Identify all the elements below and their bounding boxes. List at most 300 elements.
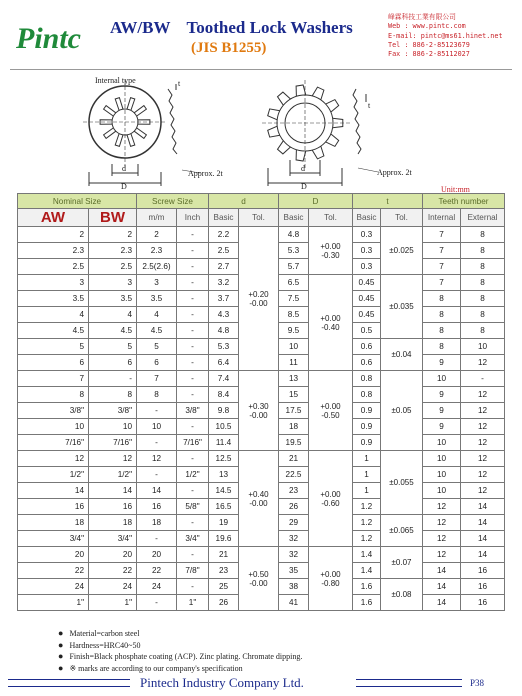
cell-D-basic: 21 — [279, 451, 309, 467]
cell-t-basic: 0.9 — [353, 435, 381, 451]
cell-D-basic: 11 — [279, 355, 309, 371]
cell-D-tol-upper: +0.00 — [320, 489, 341, 499]
cell-bw: 1" — [89, 595, 137, 611]
cell-screw-mm: 6 — [137, 355, 177, 371]
cell-aw: 18 — [18, 515, 89, 531]
cell-d-basic: 19 — [209, 515, 239, 531]
ext-approx-label: Approx. 2t — [377, 168, 412, 177]
cell-teeth-external: 14 — [461, 531, 505, 547]
cell-t-basic: 1.6 — [353, 579, 381, 595]
cell-screw-inch: - — [177, 323, 209, 339]
cell-d-tol — [239, 371, 279, 451]
subheader-mm: m/m — [137, 209, 177, 227]
cell-teeth-external: 12 — [461, 483, 505, 499]
cell-aw: 16 — [18, 499, 89, 515]
cell-D-basic: 26 — [279, 499, 309, 515]
cell-teeth-internal: 7 — [423, 227, 461, 243]
notes-list — [58, 628, 302, 674]
cell-screw-inch: - — [177, 355, 209, 371]
cell-d-tol-upper: +0.40 — [248, 489, 269, 499]
cell-t-tol-upper: ±0.035 — [389, 302, 414, 311]
subheader-D-tol: Tol. — [309, 209, 353, 227]
cell-aw: 1" — [18, 595, 89, 611]
cell-teeth-internal: 8 — [423, 323, 461, 339]
cell-t-basic: 1.4 — [353, 563, 381, 579]
product-name: Toothed Lock Washers — [186, 18, 353, 37]
cell-D-tol-upper: +0.00 — [320, 569, 341, 579]
cell-t-basic: 1.2 — [353, 531, 381, 547]
internal-type-label: Internal type — [95, 76, 136, 85]
cell-teeth-external: 8 — [461, 227, 505, 243]
cell-aw: 3 — [18, 275, 89, 291]
cell-teeth-internal: 7 — [423, 259, 461, 275]
cell-D-basic: 35 — [279, 563, 309, 579]
cell-t-basic: 0.45 — [353, 275, 381, 291]
cell-screw-inch: - — [177, 291, 209, 307]
subheader-d-basic: Basic — [209, 209, 239, 227]
cell-t-basic: 0.9 — [353, 403, 381, 419]
cell-bw: 2.5 — [89, 259, 137, 275]
cell-t-tol — [381, 451, 423, 515]
cell-t-basic: 0.5 — [353, 323, 381, 339]
cell-aw: 22 — [18, 563, 89, 579]
cell-teeth-internal: 7 — [423, 275, 461, 291]
cell-teeth-internal: 12 — [423, 531, 461, 547]
t-dimension-label: t — [178, 79, 181, 88]
subheader-aw: AW — [18, 209, 89, 227]
page-title — [110, 18, 369, 38]
ext-t-dimension-label: t — [368, 101, 371, 110]
cell-screw-inch: - — [177, 547, 209, 563]
cell-bw: 3/4" — [89, 531, 137, 547]
cell-screw-inch: 1" — [177, 595, 209, 611]
footer — [8, 675, 516, 691]
note-finish: ● Finish=Black phosphate coating (ACP). Zinc plating. Chromate dipping. — [58, 651, 302, 663]
cell-d-basic: 6.4 — [209, 355, 239, 371]
cell-D-basic: 32 — [279, 531, 309, 547]
cell-teeth-internal: 12 — [423, 499, 461, 515]
spec-table — [17, 193, 505, 611]
cell-t-basic: 0.6 — [353, 339, 381, 355]
cell-screw-mm: 18 — [137, 515, 177, 531]
note-hardness: ● Hardness=HRC40~50 — [58, 640, 302, 652]
standard-label: (JIS B1255) — [191, 40, 267, 56]
cell-teeth-external: 14 — [461, 499, 505, 515]
cell-bw: 20 — [89, 547, 137, 563]
telephone: Tel : 886-2-85123679 — [388, 40, 470, 49]
cell-d-basic: 19.6 — [209, 531, 239, 547]
cell-teeth-internal: 9 — [423, 387, 461, 403]
cell-bw: - — [89, 371, 137, 387]
cell-d-basic: 2.7 — [209, 259, 239, 275]
cell-screw-mm: - — [137, 467, 177, 483]
cell-aw: 1/2" — [18, 467, 89, 483]
note-material: ● Material=carbon steel — [58, 628, 302, 640]
cell-bw: 6 — [89, 355, 137, 371]
company-chinese-name: 峰霖科技工業有限公司 — [388, 13, 456, 21]
subheader-inch: Inch — [177, 209, 209, 227]
cell-d-tol-lower: -0.00 — [249, 498, 268, 508]
cell-screw-inch: - — [177, 371, 209, 387]
cell-screw-mm: 5 — [137, 339, 177, 355]
header-t: t — [353, 194, 423, 209]
cell-teeth-external: 16 — [461, 579, 505, 595]
cell-D-basic: 23 — [279, 483, 309, 499]
cell-teeth-external: 12 — [461, 403, 505, 419]
cell-screw-inch: - — [177, 451, 209, 467]
cell-D-basic: 18 — [279, 419, 309, 435]
cell-teeth-external: 8 — [461, 291, 505, 307]
cell-teeth-internal: 10 — [423, 467, 461, 483]
internal-type-drawing — [83, 76, 200, 186]
header-divider — [10, 69, 512, 70]
cell-D-tol — [309, 275, 353, 371]
cell-screw-inch: - — [177, 515, 209, 531]
cell-t-basic: 0.45 — [353, 291, 381, 307]
cell-teeth-external: 8 — [461, 275, 505, 291]
table-row — [18, 451, 505, 467]
cell-t-basic: 0.45 — [353, 307, 381, 323]
cell-D-basic: 4.8 — [279, 227, 309, 243]
cell-bw: 18 — [89, 515, 137, 531]
cell-screw-mm: 3 — [137, 275, 177, 291]
cell-d-basic: 3.2 — [209, 275, 239, 291]
cell-screw-inch: - — [177, 387, 209, 403]
cell-teeth-internal: 8 — [423, 307, 461, 323]
cell-teeth-external: 16 — [461, 595, 505, 611]
cell-t-basic: 0.3 — [353, 227, 381, 243]
cell-aw: 6 — [18, 355, 89, 371]
external-type-drawing — [262, 80, 378, 186]
cell-d-basic: 2.5 — [209, 243, 239, 259]
cell-D-basic: 6.5 — [279, 275, 309, 291]
cell-bw: 22 — [89, 563, 137, 579]
cell-aw: 2.5 — [18, 259, 89, 275]
cell-aw: 20 — [18, 547, 89, 563]
cell-D-basic: 7.5 — [279, 291, 309, 307]
cell-d-basic: 4.8 — [209, 323, 239, 339]
cell-teeth-internal: 9 — [423, 355, 461, 371]
subheader-d-tol: Tol. — [239, 209, 279, 227]
table-row — [18, 547, 505, 563]
cell-aw: 3/4" — [18, 531, 89, 547]
cell-aw: 2.3 — [18, 243, 89, 259]
cell-d-basic: 12.5 — [209, 451, 239, 467]
cell-D-tol-lower: -0.60 — [321, 498, 340, 508]
cell-bw: 3.5 — [89, 291, 137, 307]
cell-D-basic: 41 — [279, 595, 309, 611]
cell-teeth-internal: 9 — [423, 403, 461, 419]
cell-teeth-internal: 14 — [423, 595, 461, 611]
cell-bw: 14 — [89, 483, 137, 499]
cell-aw: 4 — [18, 307, 89, 323]
cell-t-tol — [381, 579, 423, 611]
cell-teeth-internal: 12 — [423, 515, 461, 531]
cell-screw-inch: 1/2" — [177, 467, 209, 483]
cell-t-basic: 0.6 — [353, 355, 381, 371]
footer-rule-left — [8, 679, 130, 687]
cell-t-tol-upper: ±0.07 — [391, 558, 412, 567]
cell-t-basic: 1 — [353, 483, 381, 499]
cell-D-tol-lower: -0.40 — [321, 322, 340, 332]
cell-bw: 10 — [89, 419, 137, 435]
cell-bw: 7/16" — [89, 435, 137, 451]
cell-screw-inch: - — [177, 419, 209, 435]
cell-teeth-external: 12 — [461, 451, 505, 467]
cell-d-tol — [239, 547, 279, 611]
product-type: AW/BW — [110, 18, 171, 37]
cell-t-tol-upper: ±0.08 — [391, 590, 412, 599]
cell-teeth-external: 8 — [461, 259, 505, 275]
cell-teeth-internal: 10 — [423, 371, 461, 387]
cell-teeth-external: 12 — [461, 435, 505, 451]
subheader-external: External — [461, 209, 505, 227]
cell-aw: 3.5 — [18, 291, 89, 307]
cell-teeth-external: 12 — [461, 467, 505, 483]
cell-screw-mm: 10 — [137, 419, 177, 435]
cell-teeth-external: 16 — [461, 563, 505, 579]
cell-t-tol — [381, 547, 423, 579]
cell-D-basic: 9.5 — [279, 323, 309, 339]
cell-screw-inch: 3/8" — [177, 403, 209, 419]
cell-d-basic: 5.3 — [209, 339, 239, 355]
cell-screw-inch: - — [177, 227, 209, 243]
cell-screw-mm: 20 — [137, 547, 177, 563]
cell-d-basic: 4.3 — [209, 307, 239, 323]
cell-screw-mm: 2.3 — [137, 243, 177, 259]
cell-screw-mm: - — [137, 531, 177, 547]
cell-screw-mm: 2 — [137, 227, 177, 243]
cell-teeth-internal: 8 — [423, 339, 461, 355]
header-screw-size: Screw Size — [137, 194, 209, 209]
cell-teeth-external: 14 — [461, 547, 505, 563]
subheader-D-basic: Basic — [279, 209, 309, 227]
cell-d-tol-lower: -0.00 — [249, 298, 268, 308]
cell-t-basic: 1.4 — [353, 547, 381, 563]
cell-teeth-external: 8 — [461, 243, 505, 259]
cell-teeth-external: - — [461, 371, 505, 387]
cell-D-tol — [309, 451, 353, 547]
cell-bw: 1/2" — [89, 467, 137, 483]
cell-D-basic: 17.5 — [279, 403, 309, 419]
cell-teeth-internal: 8 — [423, 291, 461, 307]
sub-header-row — [18, 209, 505, 227]
cell-d-basic: 25 — [209, 579, 239, 595]
cell-screw-inch: - — [177, 483, 209, 499]
cell-screw-mm: 8 — [137, 387, 177, 403]
unit-label: Unit:mm — [441, 185, 470, 194]
spec-table-body — [18, 227, 505, 611]
footer-rule-right — [356, 679, 462, 687]
cell-D-tol-lower: -0.50 — [321, 410, 340, 420]
table-row — [18, 371, 505, 387]
cell-aw: 3/8" — [18, 403, 89, 419]
web-address: Web : www.pintc.com — [388, 22, 466, 31]
cell-screw-mm: - — [137, 595, 177, 611]
cell-screw-inch: - — [177, 579, 209, 595]
cell-aw: 10 — [18, 419, 89, 435]
cell-t-basic: 1 — [353, 451, 381, 467]
cell-D-tol — [309, 371, 353, 451]
cell-teeth-internal: 10 — [423, 435, 461, 451]
cell-bw: 3/8" — [89, 403, 137, 419]
cell-screw-inch: 5/8" — [177, 499, 209, 515]
logo-wordmark: Pintc — [16, 22, 81, 54]
cell-screw-mm: 14 — [137, 483, 177, 499]
cell-teeth-external: 8 — [461, 323, 505, 339]
cell-d-basic: 23 — [209, 563, 239, 579]
cell-bw: 12 — [89, 451, 137, 467]
cell-D-tol — [309, 227, 353, 275]
cell-t-tol-upper: ±0.025 — [389, 246, 414, 255]
cell-d-basic: 2.2 — [209, 227, 239, 243]
ext-D-dimension-label: D — [301, 182, 307, 190]
cell-screw-mm: - — [137, 403, 177, 419]
cell-D-basic: 5.3 — [279, 243, 309, 259]
cell-d-basic: 16.5 — [209, 499, 239, 515]
cell-screw-inch: - — [177, 275, 209, 291]
cell-screw-inch: 7/8" — [177, 563, 209, 579]
cell-teeth-internal: 7 — [423, 243, 461, 259]
cell-teeth-external: 12 — [461, 355, 505, 371]
cell-d-basic: 13 — [209, 467, 239, 483]
cell-screw-inch: 3/4" — [177, 531, 209, 547]
cell-bw: 8 — [89, 387, 137, 403]
cell-screw-inch: - — [177, 243, 209, 259]
cell-screw-mm: 16 — [137, 499, 177, 515]
cell-D-basic: 19.5 — [279, 435, 309, 451]
cell-d-tol-lower: -0.00 — [249, 410, 268, 420]
group-header-row — [18, 194, 505, 209]
cell-t-basic: 1.2 — [353, 515, 381, 531]
cell-D-basic: 8.5 — [279, 307, 309, 323]
cell-t-tol — [381, 275, 423, 339]
cell-d-basic: 11.4 — [209, 435, 239, 451]
cell-aw: 14 — [18, 483, 89, 499]
cell-bw: 4 — [89, 307, 137, 323]
cell-teeth-internal: 10 — [423, 483, 461, 499]
cell-d-tol-lower: -0.00 — [249, 578, 268, 588]
table-row — [18, 227, 505, 243]
cell-d-basic: 21 — [209, 547, 239, 563]
cell-D-tol-lower: -0.30 — [321, 250, 340, 260]
cell-t-basic: 1.6 — [353, 595, 381, 611]
cell-aw: 2 — [18, 227, 89, 243]
cell-t-basic: 0.3 — [353, 243, 381, 259]
cell-d-basic: 10.5 — [209, 419, 239, 435]
cell-screw-inch: 7/16" — [177, 435, 209, 451]
cell-D-tol-upper: +0.00 — [320, 241, 341, 251]
cell-t-tol-upper: ±0.04 — [391, 350, 412, 359]
cell-d-basic: 7.4 — [209, 371, 239, 387]
cell-screw-mm: 3.5 — [137, 291, 177, 307]
cell-D-basic: 5.7 — [279, 259, 309, 275]
cell-screw-inch: - — [177, 307, 209, 323]
cell-teeth-external: 14 — [461, 515, 505, 531]
cell-bw: 16 — [89, 499, 137, 515]
cell-D-tol — [309, 547, 353, 611]
cell-D-tol-upper: +0.00 — [320, 313, 341, 323]
cell-d-tol-upper: +0.30 — [248, 401, 269, 411]
cell-screw-inch: - — [177, 259, 209, 275]
cell-t-tol-upper: ±0.065 — [389, 526, 414, 535]
email-address: E-mail: pintc@ms61.hinet.net — [388, 31, 503, 40]
cell-t-tol — [381, 339, 423, 371]
cell-d-basic: 26 — [209, 595, 239, 611]
cell-teeth-external: 12 — [461, 387, 505, 403]
approx-label: Approx. 2t — [188, 169, 223, 178]
cell-D-basic: 10 — [279, 339, 309, 355]
cell-D-basic: 32 — [279, 547, 309, 563]
cell-screw-mm: 4 — [137, 307, 177, 323]
cell-D-tol-lower: -0.80 — [321, 578, 340, 588]
contact-block — [388, 13, 503, 59]
cell-d-basic: 14.5 — [209, 483, 239, 499]
header-nominal-size: Nominal Size — [18, 194, 137, 209]
header-d: d — [209, 194, 279, 209]
cell-t-basic: 1 — [353, 467, 381, 483]
subheader-bw: BW — [89, 209, 137, 227]
subheader-internal: Internal — [423, 209, 461, 227]
cell-D-tol-upper: +0.00 — [320, 401, 341, 411]
cell-teeth-external: 8 — [461, 307, 505, 323]
cell-t-tol — [381, 227, 423, 275]
cell-teeth-internal: 10 — [423, 451, 461, 467]
fax: Fax : 886-2-85112027 — [388, 50, 470, 59]
cell-screw-mm: 24 — [137, 579, 177, 595]
cell-D-basic: 15 — [279, 387, 309, 403]
cell-screw-mm: 12 — [137, 451, 177, 467]
page-number: P38 — [470, 678, 485, 688]
footer-company-name: Pintech Industry Company Ltd. — [140, 675, 304, 690]
washer-drawing — [0, 72, 522, 190]
cell-screw-mm: 22 — [137, 563, 177, 579]
cell-d-tol — [239, 451, 279, 547]
cell-t-tol — [381, 515, 423, 547]
cell-d-basic: 3.7 — [209, 291, 239, 307]
cell-t-basic: 0.3 — [353, 259, 381, 275]
cell-t-basic: 0.9 — [353, 419, 381, 435]
cell-t-tol — [381, 371, 423, 451]
ext-d-dimension-label: d — [301, 164, 305, 173]
cell-teeth-external: 10 — [461, 339, 505, 355]
d-dimension-label: d — [122, 164, 126, 173]
cell-bw: 3 — [89, 275, 137, 291]
cell-screw-mm: - — [137, 435, 177, 451]
cell-t-basic: 1.2 — [353, 499, 381, 515]
cell-screw-mm: 2.5(2.6) — [137, 259, 177, 275]
cell-t-tol-upper: ±0.05 — [391, 406, 412, 415]
cell-bw: 24 — [89, 579, 137, 595]
company-logo — [14, 18, 86, 54]
cell-bw: 4.5 — [89, 323, 137, 339]
cell-aw: 4.5 — [18, 323, 89, 339]
cell-bw: 2.3 — [89, 243, 137, 259]
cell-screw-inch: - — [177, 339, 209, 355]
cell-aw: 7/16" — [18, 435, 89, 451]
cell-t-basic: 0.8 — [353, 387, 381, 403]
cell-D-basic: 22.5 — [279, 467, 309, 483]
cell-d-tol — [239, 227, 279, 371]
cell-t-basic: 0.8 — [353, 371, 381, 387]
cell-bw: 2 — [89, 227, 137, 243]
cell-aw: 7 — [18, 371, 89, 387]
cell-d-basic: 9.8 — [209, 403, 239, 419]
cell-t-tol-upper: ±0.055 — [389, 478, 414, 487]
cell-D-basic: 38 — [279, 579, 309, 595]
cell-teeth-internal: 14 — [423, 579, 461, 595]
cell-D-basic: 13 — [279, 371, 309, 387]
